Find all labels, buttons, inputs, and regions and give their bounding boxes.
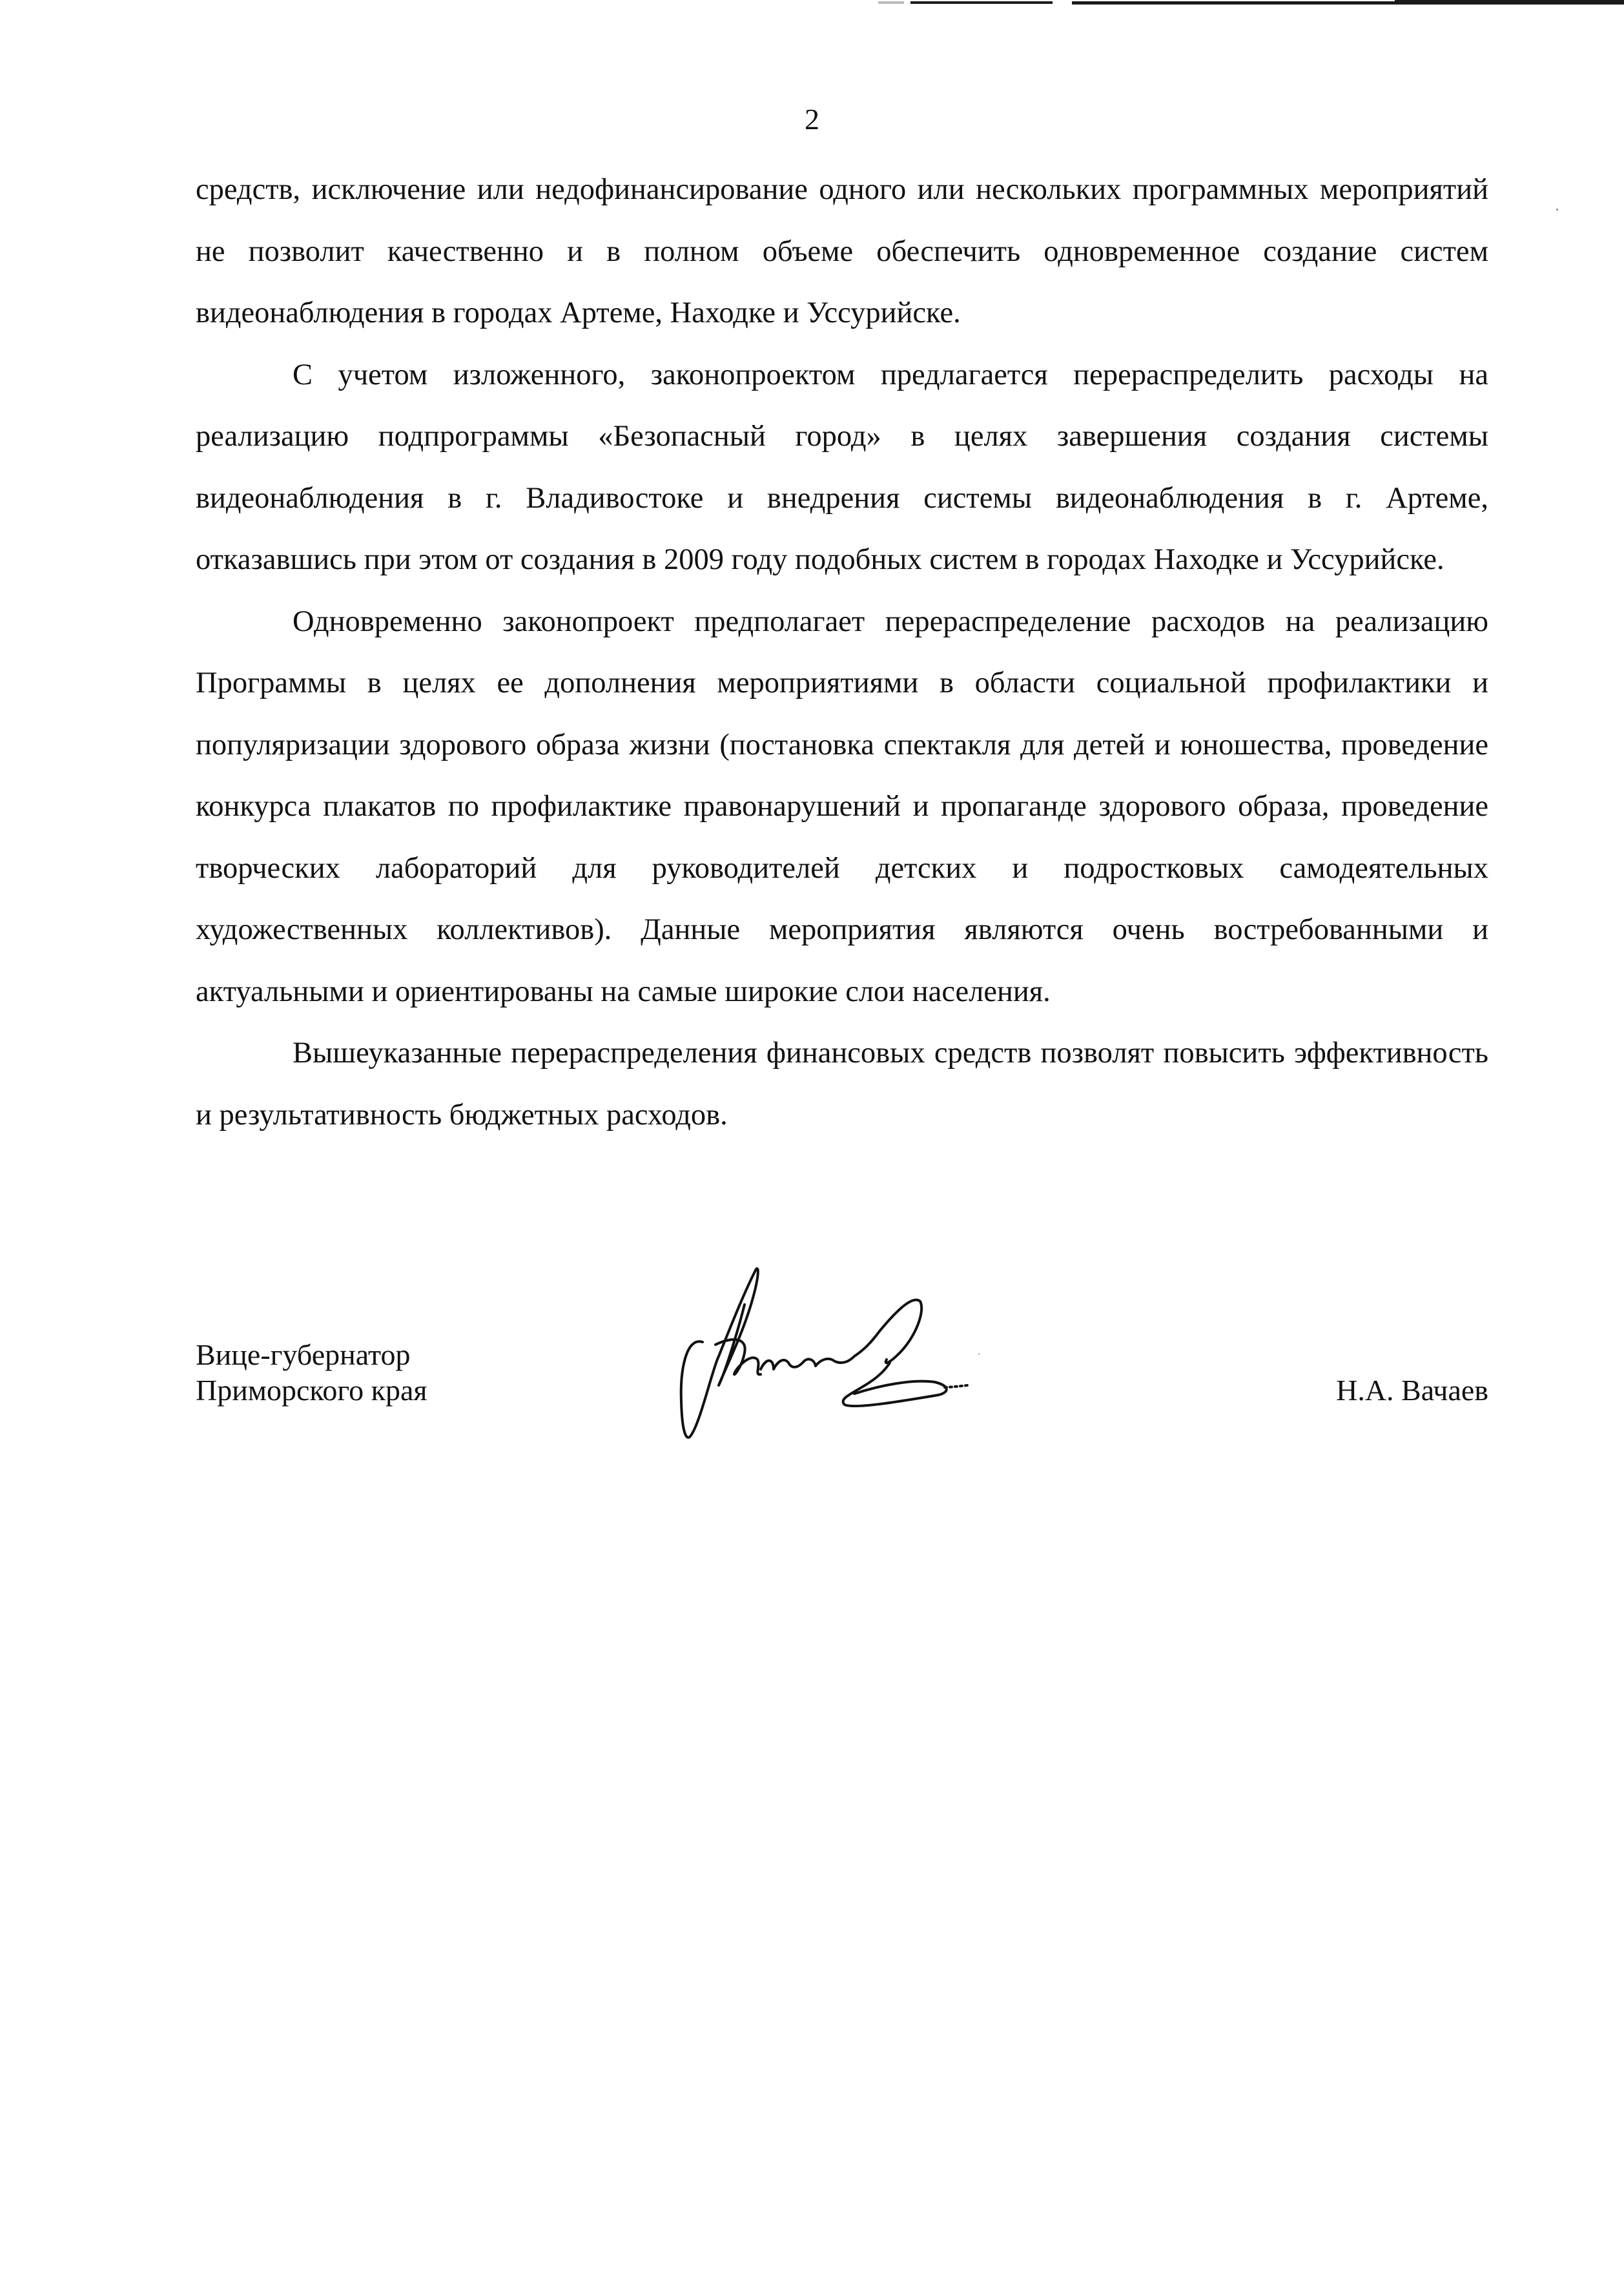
document-body	[196, 159, 1488, 1146]
handwritten-signature-icon	[641, 1240, 1158, 1466]
paragraph: Одновременно законопроект предполагает перераспределение расходов на реализацию Программы в целях ее дополнения мероприятиями в области социальной профилактики и популяризации здорового образа жизни (постановка спектакля для детей и юношества, проведение конкурса плакатов по профилактике правонарушений и пропаганде здорового образа, проведение творческих лабораторий для руководителей детских и подростковых самодеятельных художественных коллективов). Данные мероприятия являются очень востребованными и актуальными и ориентированы на самые широкие слои населения.	[196, 605, 1488, 1008]
scan-edge-line	[878, 0, 1624, 6]
signatory-title-line1: Вице-губернатор	[196, 1338, 411, 1371]
signature-block	[196, 1337, 1488, 1505]
signatory-title-line2: Приморского края	[196, 1374, 427, 1407]
page-number: 2	[805, 103, 819, 136]
signatory-title	[196, 1337, 427, 1408]
paragraph: средств, исключение или недофинансирование одного или нескольких программных мероприятий не позволит качественно и в полном объеме обеспечить одновременное создание систем видеонаблюдения в городах Артеме, Находке и Уссурийске.	[196, 173, 1488, 329]
paragraph: Вышеуказанные перераспределения финансовых средств позволят повысить эффективность и результативность бюджетных расходов.	[196, 1037, 1488, 1132]
paragraph: С учетом изложенного, законопроектом предлагается перераспределить расходы на реализацию подпрограммы «Безопасный город» в целях завершения создания системы видеонаблюдения в г. Владивостоке и внедрения системы видеонаблюдения в г. Артеме, отказавшись при этом от создания в 2009 году подобных систем в городах Находке и Уссурийске.	[196, 358, 1488, 576]
signatory-name: Н.А. Вачаев	[1336, 1374, 1488, 1407]
scan-speck	[1556, 209, 1558, 211]
scan-speck	[978, 1353, 980, 1355]
